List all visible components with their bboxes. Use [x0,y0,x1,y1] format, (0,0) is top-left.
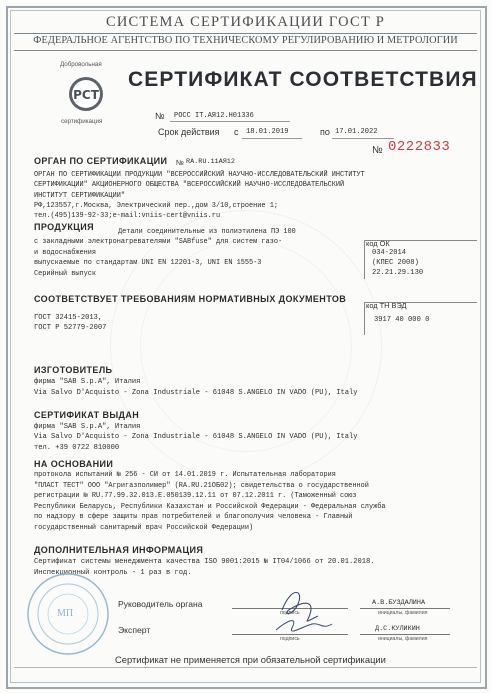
footer-divider [14,667,477,668]
manufacturer-details [34,377,358,398]
certificate-title: СЕРТИФИКАТ СООТВЕТСТВИЯ [128,68,478,91]
requirement-line: ГОСТ Р 52779-2007 [34,324,107,332]
handwritten-signature-icon [262,580,352,640]
issued-to-line: Via Salvo D'Acquisto - Zona Industriale - 61048 S.ANGELO IN VADO (PU), Italy [34,433,358,442]
certification-logo [55,60,117,130]
header-divider-bottom [14,50,477,51]
expert-label: Эксперт [118,625,151,635]
tnved-value: 3917 40 000 0 [374,316,430,324]
expert-name: Д.С.КУЛИКИН [375,625,420,633]
seal-stamp [26,572,110,656]
additional-line: Инспекционный контроль - 1 раз в год. [34,569,192,577]
basis-line: государственный санитарный врач Российской Федерации) [34,523,254,532]
product-line: выпускаемые по стандартам UNI EN 12201-3, UNI EN 1555-3 [34,259,262,268]
logo-bottom-text: сертификация [61,118,103,125]
from-underline [242,138,302,139]
organ-line: ИНСТИТУТ СЕРТИФИКАЦИИ" [34,191,125,200]
okp-code-values [372,249,423,278]
basis-line: регистрации № RU.77.99.32.013.Е.050139.12.11 от 07.12.2011 г. (Таможенный союз [34,492,357,500]
validity-label: Срок действия [158,127,220,137]
organ-code-prefix: № [176,158,184,167]
issued-to-heading: СЕРТИФИКАТ ВЫДАН [34,410,140,420]
okp-code-3: 22.21.29.130 [372,268,424,277]
manufacturer-line: фирма "SAB S.p.A", Италия [34,378,141,386]
expert-name-line [360,634,450,635]
tnved-label: код ТН ВЭД [366,301,407,310]
logo-top-text: Добровольная [60,61,102,68]
organ-line: РФ,123557,г.Москва, Электрический пер.,дом 3/10,строение 1; [34,201,278,210]
number-prefix: № [155,111,165,121]
head-name-caption: инициалы, фамилия [378,610,428,616]
basis-details [34,470,385,533]
notice-text: Сертификат не применяется при обязательной сертификации [115,654,386,665]
okp-code-1: 034-2014 [372,249,407,257]
basis-line: Республики Беларусь, Республики Казахстан и Российской Федерации - Федеральная служба [34,502,386,511]
to-underline [332,138,394,139]
serial-prefix: № [372,145,383,156]
product-details [34,227,296,279]
requirement-line: ГОСТ 32415-2013, [34,314,103,322]
manufacturer-line: Via Salvo D'Acquisto - Zona Industriale - 61048 S.ANGELO IN VADO (PU), Italy [34,388,358,397]
product-line: Детали соединительные из полиэтилена ПЭ 100 [118,228,296,236]
validity-from: 18.01.2019 [246,128,289,136]
svg-text:РСТ: РСТ [73,88,99,102]
basis-line: протокола испытаний № 256 - СИ от 14.01.2019 г. Испытательная лаборатория [34,471,336,479]
stamp-text: МП [57,608,74,619]
agency-name: ФЕДЕРАЛЬНОЕ АГЕНТСТВО ПО ТЕХНИЧЕСКОМУ РЕГУЛИРОВАНИЮ И МЕТРОЛОГИИ [33,35,458,46]
basis-line: "ПЛАСТ ТЕСТ" ООО "Агригазполимер" (RA.RU.21ОБ02); свидетельства о государственной [34,481,369,490]
head-name: А.В.БУЗДАЛИНА [372,599,426,607]
requirements-heading: СООТВЕТСТВУЕТ ТРЕБОВАНИЯМ НОРМАТИВНЫХ ДОКУМЕНТОВ [34,294,347,304]
organ-heading: ОРГАН ПО СЕРТИФИКАЦИИ [34,156,168,166]
product-line: Серийный выпуск [34,269,97,278]
okp-code-label: код ОК [366,239,390,248]
organ-code: RA.RU.11АЯ12 [186,158,235,166]
head-signature-caption: подпись [280,610,300,616]
additional-line: Сертификат системы менеджмента качества ISO 9001:2015 № IT04/1066 от 20.01.2018. [34,558,375,566]
manufacturer-heading: ИЗГОТОВИТЕЛЬ [34,365,113,375]
organ-line: тел.(495)139-92-33;e-mail:vniis-cert@vniis.ru [34,212,221,221]
okp-code-2: (КПЕС 2008) [372,258,419,267]
organ-details [34,170,365,221]
basis-line: по надзору в сфере защиты прав потребителей и благополучия человека - Главный [34,513,353,521]
issued-to-line: фирма "SAB S.p.A", Италия [34,423,141,431]
certificate-number: РОСС IT.АЯ12.Н01336 [174,112,254,120]
organ-line: СЕРТИФИКАЦИИ" АКЦИОНЕРНОГО ОБЩЕСТВА "ВСЕРОССИЙСКИЙ НАУЧНО-ИССЛЕДОВАТЕЛЬСКИЙ [34,181,345,190]
header-divider-top [14,33,477,34]
expert-name-caption: инициалы, фамилия [378,636,428,642]
validity-from-label: с [234,127,239,137]
system-title: СИСТЕМА СЕРТИФИКАЦИИ ГОСТ Р [105,14,385,30]
basis-heading: НА ОСНОВАНИИ [34,459,114,469]
issued-to-line: тел. +39 0722 810000 [34,443,120,452]
issued-to-details [34,422,358,453]
expert-signature-caption: подпись [280,636,300,642]
product-line: и водоснабжения [34,248,97,257]
validity-to: 17.01.2022 [335,128,378,136]
head-label: Руководитель органа [118,599,203,609]
product-line: с закладными электронагревателями "SABfuse" для систем газо- [34,238,283,247]
requirements-list [34,313,106,333]
product-heading: ПРОДУКЦИЯ [34,222,94,232]
head-name-line [360,608,450,609]
serial-number: 0222833 [388,139,451,155]
number-underline [170,121,290,122]
additional-heading: ДОПОЛНИТЕЛЬНАЯ ИНФОРМАЦИЯ [34,545,204,555]
validity-to-label: по [320,127,330,137]
organ-line: ОРГАН ПО СЕРТИФИКАЦИИ ПРОДУКЦИИ "ВСЕРОССИЙСКИЙ НАУЧНО-ИССЛЕДОВАТЕЛЬСКИЙ ИНСТИТУТ [34,171,365,179]
